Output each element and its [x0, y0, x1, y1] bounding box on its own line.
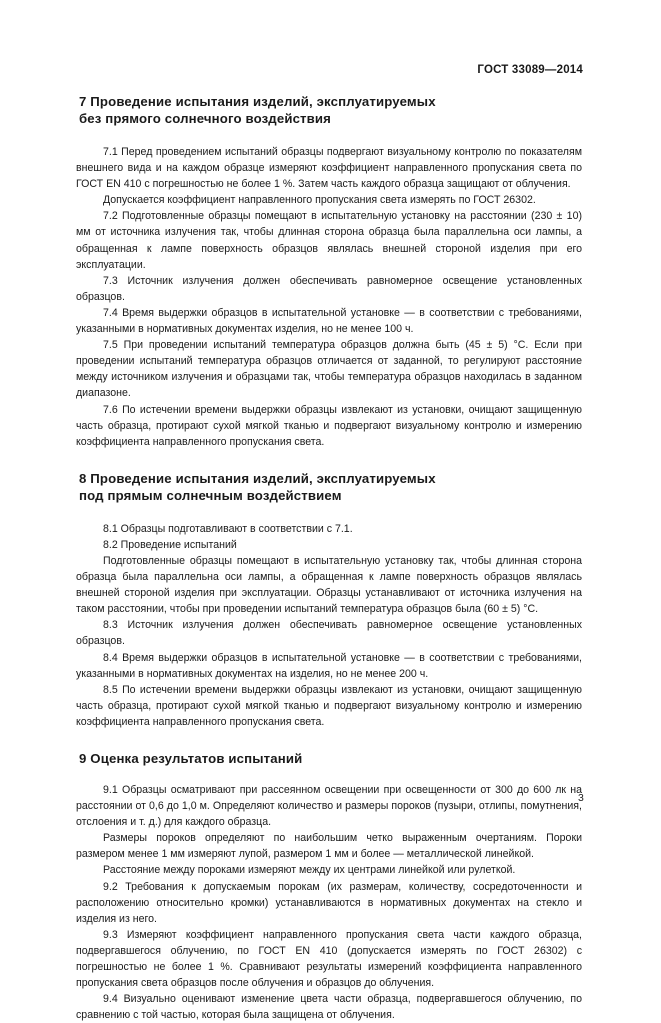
paragraph: 7.3 Источник излучения должен обеспечивать равномерное освещение установленных образцов. — [76, 274, 582, 303]
page-number: 3 — [578, 792, 584, 804]
paragraph: Допускается коэффициент направленного пропускания света измерять по ГОСТ 26302. — [103, 194, 536, 207]
paragraph: Подготовленные образцы помещают в испытательную установку так, чтобы длинная сторона образца была параллельна оси лампы, а обращенная к лампе поверхность образцов являлась внешней стороной изделия при эксплуатации. Образцы устанавливают от источника излучения на таком расстоянии, чтобы при проведении испытаний температура образцов была (60 ± 5) °С. — [76, 554, 582, 616]
paragraph: 7.5 При проведении испытаний температура образцов должна быть (45 ± 5) °С. Если при проведении испытаний температура образцов отличается от заданной, то регулируют расстояние между источником излучения и образцами так, чтобы температура образцов находилась в заданном диапазоне. — [76, 339, 582, 400]
paragraph: 8.4 Время выдержки образцов в испытательной установке — в соответствии с требованиями, указанными в нормативных документах на изделия, но не менее 200 ч. — [76, 651, 582, 680]
section-9-heading — [76, 750, 582, 767]
heading-line: под прямым солнечным воздействием — [79, 487, 342, 503]
paragraph: 7.4 Время выдержки образцов в испытательной установке — в соответствии с требованиями, указанными в нормативных документах изделия, но не менее 100 ч. — [76, 306, 582, 336]
paragraph: 8.2 Проведение испытаний — [103, 538, 237, 551]
paragraph: 9.4 Визуально оценивают изменение цвета части образца, подвергавшегося облучению, по сравнению с той частью, которая была защищена от облучения. — [76, 993, 582, 1022]
paragraph: Расстояние между пороками измеряют между их центрами линейкой или рулеткой. — [103, 864, 516, 877]
heading-line: 9 Оценка результатов испытаний — [79, 751, 303, 766]
paragraph: 8.5 По истечении времени выдержки образцы извлекают из установки, очищают защищенную часть образца, протирают сухой мягкой тканью и подвергают визуальному контролю и измерению коэффициента направленного пропускания света. — [76, 683, 582, 728]
section-7-body — [76, 144, 582, 450]
standard-designation: ГОСТ 33089—2014 — [477, 64, 583, 76]
paragraph: 9.2 Требования к допускаемым порокам (их размерам, количеству, сосредоточенности и расположению относительно кромки) устанавливаются в нормативных документах на стекло и изделия из него. — [76, 880, 582, 925]
section-8-heading — [76, 470, 582, 504]
paragraph: 8.3 Источник излучения должен обеспечивать равномерное освещение установленных образцов. — [76, 619, 582, 648]
paragraph: 7.1 Перед проведением испытаний образцы подвергают визуальному контролю по показателям внешнего вида и на каждом образце измеряют коэффициент направленного пропускания света по ГОСТ EN 410 с погрешностью не более 1 %. Затем часть каждого образца защищают от облучения. — [76, 146, 582, 191]
section-8-body — [76, 521, 582, 730]
heading-line: 7 Проведение испытания изделий, эксплуатируемых — [79, 94, 436, 109]
section-7-heading — [76, 93, 582, 127]
paragraph: 7.2 Подготовленные образцы помещают в испытательную установку на расстоянии (230 ± 10) мм от источника излучения так, чтобы длинная сторона образца была параллельна оси лампы, а обращенная к лампе поверхность образцов являлась внешней стороной изделия при его эксплуатации. — [76, 210, 582, 271]
paragraph: 9.1 Образцы осматривают при рассеянном освещении при освещенности от 300 до 600 лк на расстоянии от 0,6 до 1,0 м. Определяют количество и размеры пороков (пузыри, отлипы, помутнения, отслоения и т. д.) для каждого образца. — [76, 784, 582, 829]
paragraph: Размеры пороков определяют по наибольшим четко выраженным очертаниям. Пороки размером менее 1 мм измеряют лупой, размером 1 мм и более — металлической линейкой. — [76, 832, 582, 861]
heading-line: 8 Проведение испытания изделий, эксплуатируемых — [79, 470, 436, 486]
paragraph: 7.6 По истечении времени выдержки образцы извлекают из установки, очищают защищенную часть образца, протирают сухой мягкой тканью и подвергают визуальному контролю и измерению коэффициента направленного пропускания света. — [76, 403, 582, 448]
paragraph: 9.3 Измеряют коэффициент направленного пропускания света части каждого образца, подвергавшегося облучению, по ГОСТ EN 410 (допускается измерять по ГОСТ 26302) с погрешностью не более 1 %. Сравнивают результаты измерений коэффициента направленного пропускания света образцов после облучения и образцов до облучения. — [76, 928, 582, 990]
document-body — [76, 93, 582, 1023]
heading-line: без прямого солнечного воздействия — [79, 111, 332, 126]
paragraph: 8.1 Образцы подготавливают в соответствии с 7.1. — [103, 522, 353, 535]
section-9-body — [76, 782, 582, 1023]
